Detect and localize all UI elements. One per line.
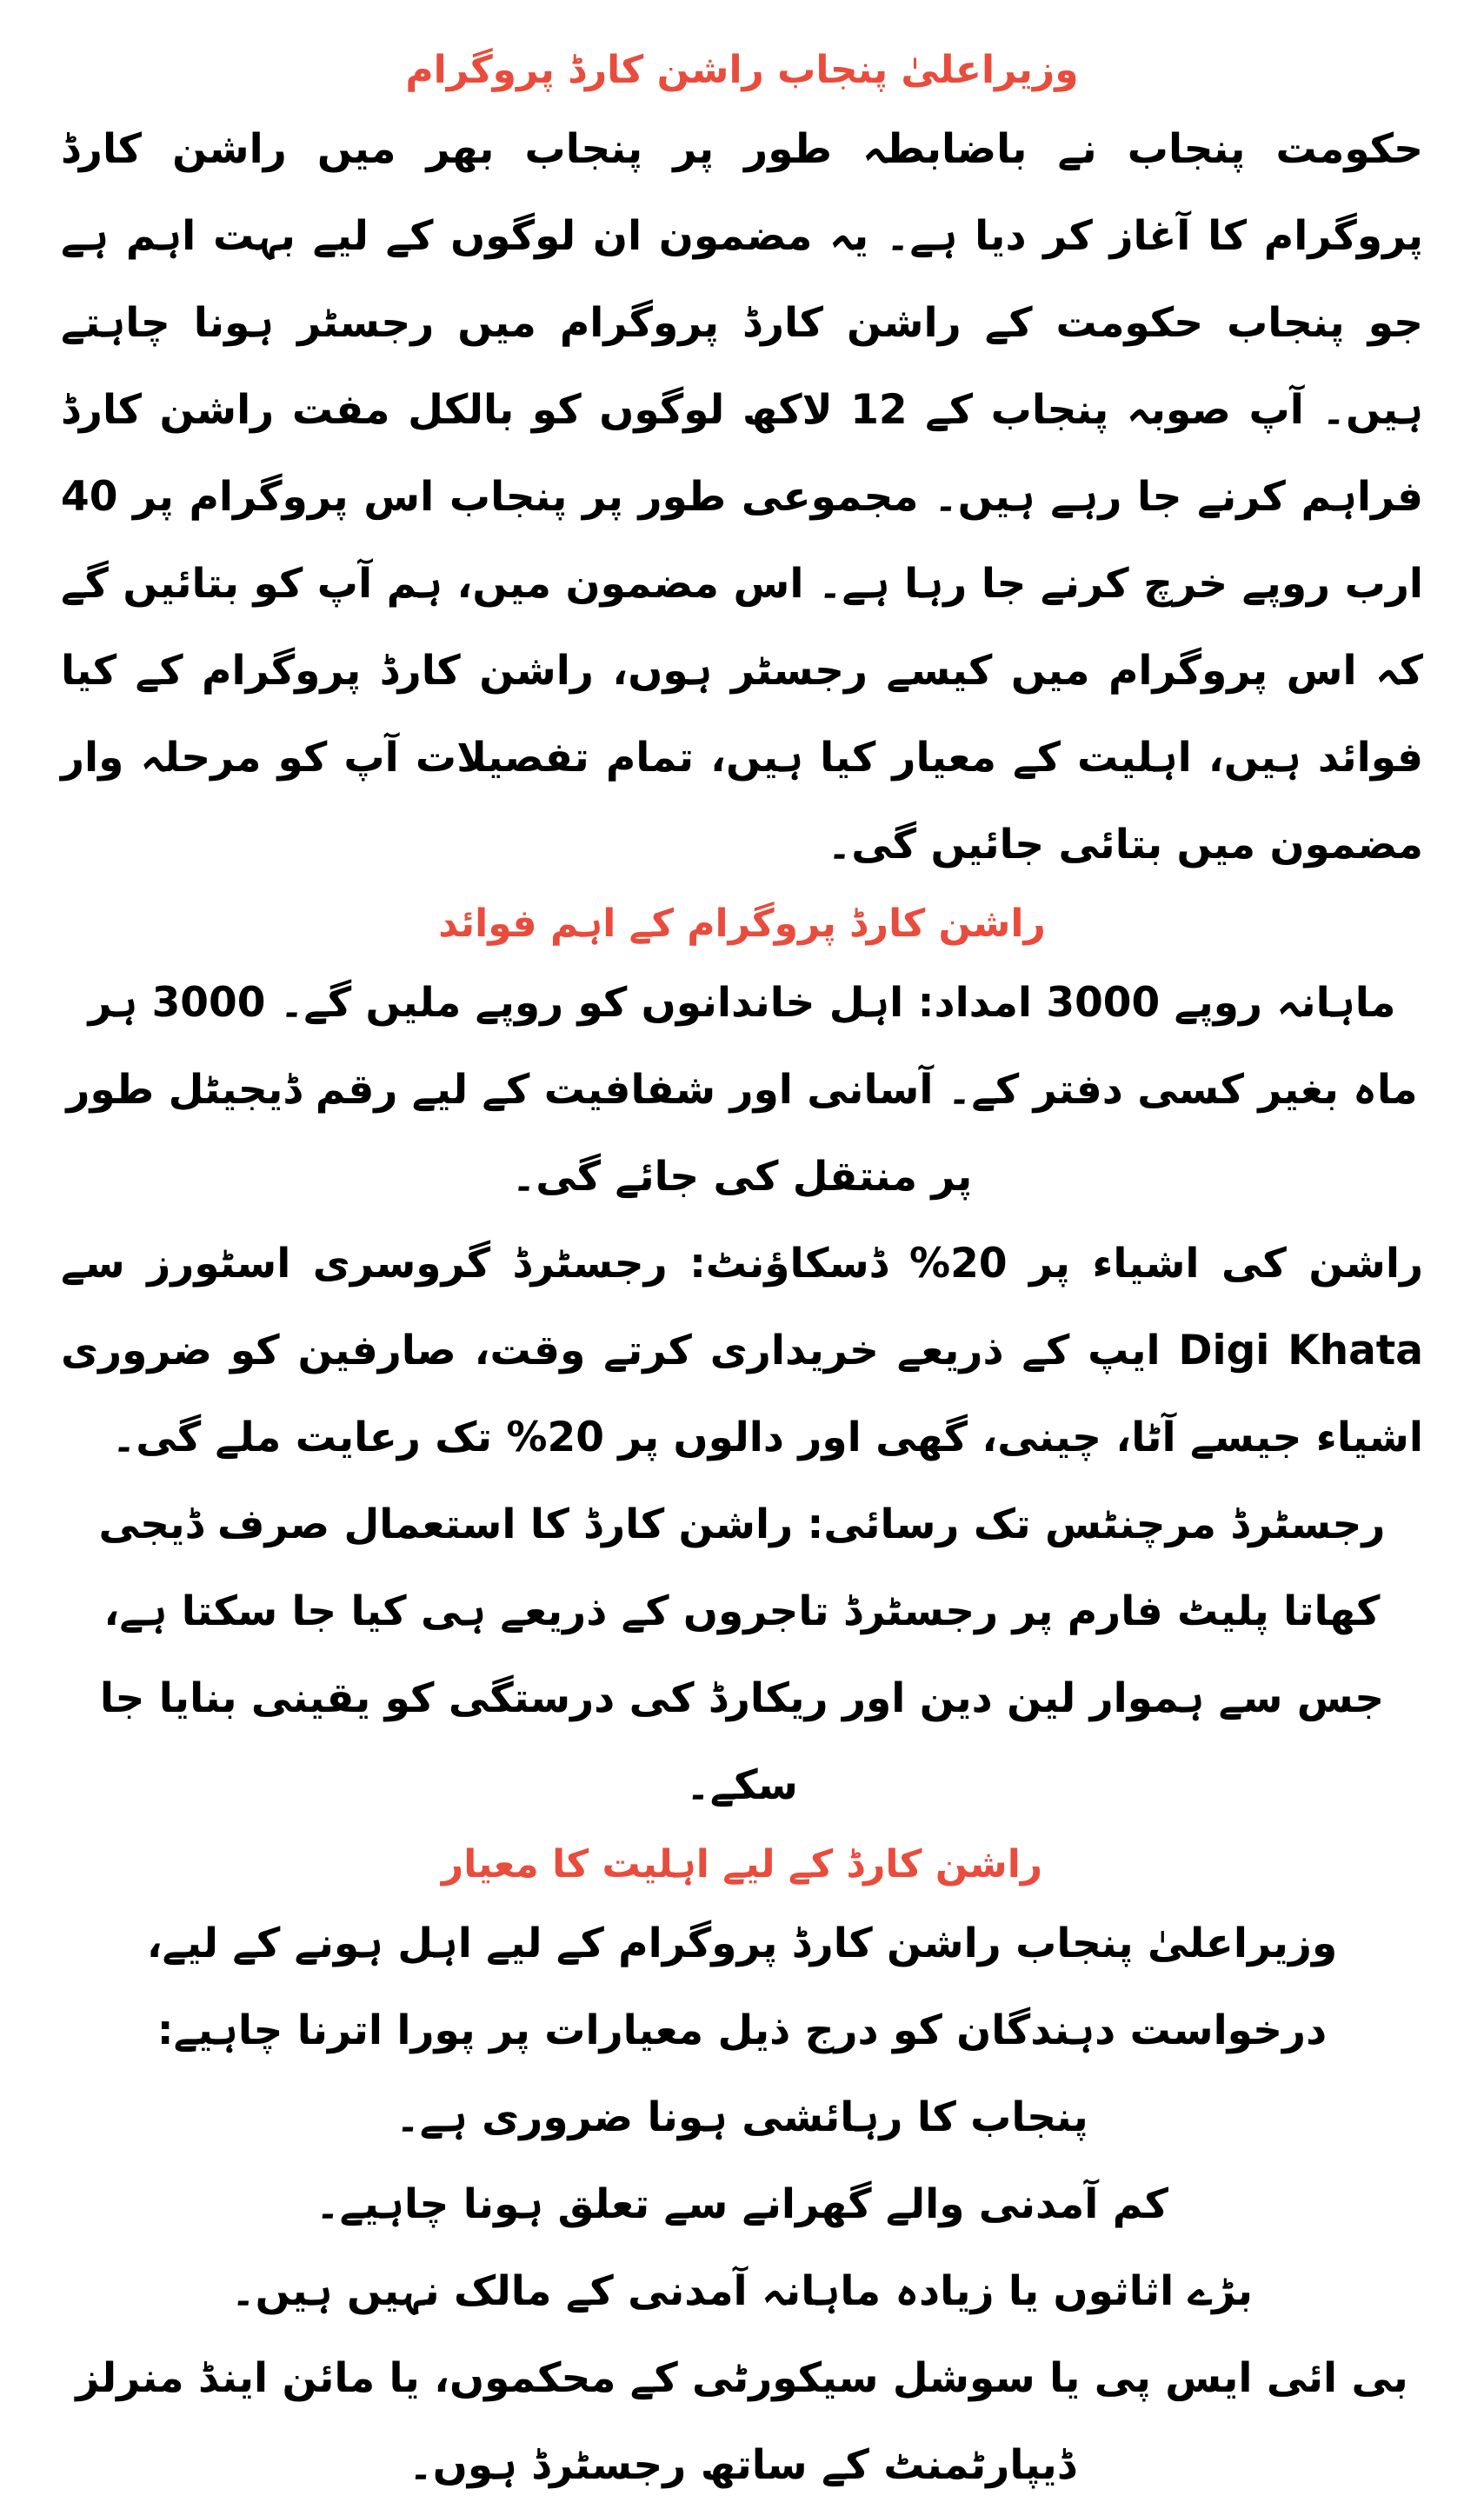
article [61, 35, 1423, 2509]
benefits-heading: راشن کارڈ پروگرام کے اہم فوائد [438, 902, 1046, 946]
benefit-item: راشن کی اشیاء پر 20% ڈسکاؤنٹ: رجسٹرڈ گروسری اسٹورز سے Digi Khata ایپ کے ذریعے خریداری کرتے وقت، صارفین کو ضروری اشیاء جیسے آٹا، چینی، گھی اور دالوں پر 20% تک رعایت ملے گی۔ [61, 1240, 1423, 1461]
eligibility-item: بی ائی ایس پی یا سوشل سیکورٹی کے محکموں، یا مائن اینڈ منرلز ڈیپارٹمنٹ کے ساتھ رجسٹرڈ ہوں۔ [76, 2354, 1408, 2489]
eligibility-item: کم آمدنی والے گھرانے سے تعلق ہونا چاہیے۔ [316, 2180, 1168, 2228]
page-title: وزیراعلیٰ پنجاب راشن کارڈ پروگرام [405, 48, 1079, 92]
intro-paragraph: حکومت پنجاب نے باضابطہ طور پر پنجاب بھر میں راشن کارڈ پروگرام کا آغاز کر دیا ہے۔ یہ مضمون ان لوگوں کے لیے بہت اہم ہے جو پنجاب حکومت کے راشن کارڈ پروگرام میں رجسٹر ہونا چاہتے ہیں۔ آپ صوبہ پنجاب کے 12 لاکھ لوگوں کو بالکل مفت راشن کارڈ فراہم کرنے جا رہے ہیں۔ مجموعی طور پر پنجاب اس پروگرام پر 40 ارب روپے خرچ کرنے جا رہا ہے۔ اس مضمون میں، ہم آپ کو بتائیں گے کہ اس پروگرام میں کیسے رجسٹر ہوں، راشن کارڈ پروگرام کے کیا فوائد ہیں، اہلیت کے معیار کیا ہیں، تمام تفصیلات آپ کو مرحلہ وار مضمون میں بتائی جائیں گی۔ [61, 125, 1423, 868]
eligibility-intro: وزیراعلیٰ پنجاب راشن کارڈ پروگرام کے لیے اہل ہونے کے لیے، درخواست دہندگان کو درج ذیل معیارات پر پورا اترنا چاہیے: [146, 1920, 1338, 2054]
eligibility-item: پنجاب کا رہائشی ہونا ضروری ہے۔ [396, 2093, 1088, 2141]
benefit-item: ماہانہ روپے 3000 امداد: اہل خاندانوں کو روپے ملیں گے۔ 3000 ہر ماہ بغیر کسی دفتر کے۔ آسانی اور شفافیت کے لیے رقم ڈیجیٹل طور پر منتقل کی جائے گی۔ [66, 979, 1418, 1201]
eligibility-heading: راشن کارڈ کے لیے اہلیت کا معیار [441, 1842, 1043, 1887]
benefit-item: رجسٹرڈ مرچنٹس تک رسائی: راشن کارڈ کا استعمال صرف ڈیجی کھاتا پلیٹ فارم پر رجسٹرڈ تاجروں کے ذریعے ہی کیا جا سکتا ہے، جس سے ہموار لین دین اور ریکارڈ کی درستگی کو یقینی بنایا جا سکے۔ [98, 1501, 1386, 1809]
eligibility-item: بڑے اثاثوں یا زیادہ ماہانہ آمدنی کے مالک نہیں ہیں۔ [231, 2267, 1253, 2315]
